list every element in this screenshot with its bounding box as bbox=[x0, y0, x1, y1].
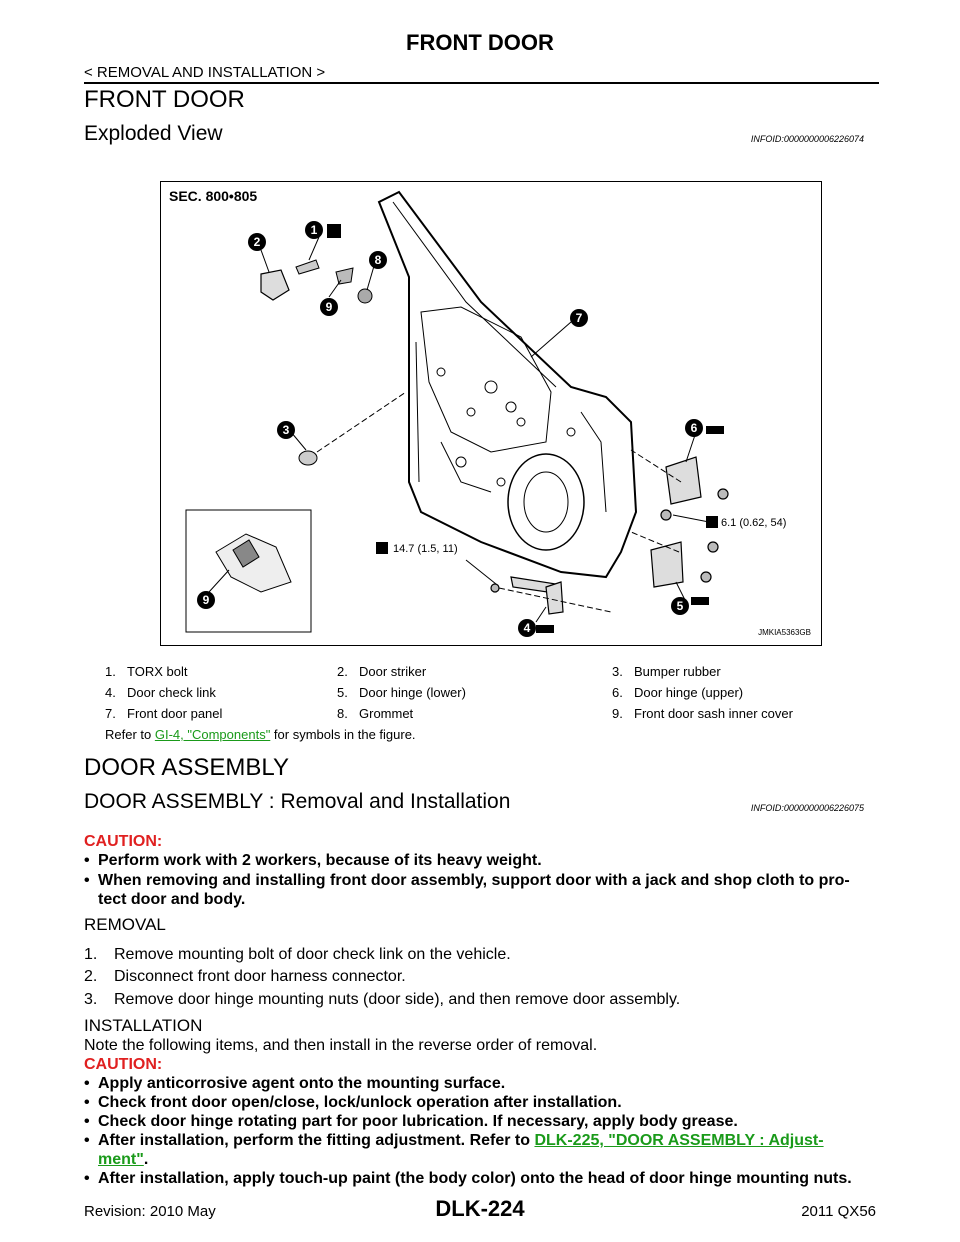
removal-heading: REMOVAL bbox=[84, 915, 166, 934]
svg-text:6: 6 bbox=[690, 421, 698, 435]
torque-icon bbox=[376, 542, 388, 554]
caution-item: • Check door hinge rotating part for poor lubrication. If necessary, apply body grease. bbox=[84, 1113, 738, 1130]
caution-item: • When removing and installing front door assembly, support door with a jack and shop cloth to pro- bbox=[84, 872, 850, 889]
legend-item: 5. Door hinge (lower) bbox=[337, 685, 466, 700]
removal-installation-heading: DOOR ASSEMBLY : Removal and Installation bbox=[84, 790, 511, 813]
svg-text:5: 5 bbox=[676, 599, 684, 613]
parts-legend bbox=[105, 664, 865, 742]
removal-step: 1. Remove mounting bolt of door check link on the vehicle. bbox=[84, 946, 511, 963]
info-id: INFOID:0000000006226075 bbox=[750, 803, 864, 813]
caution-item: • Perform work with 2 workers, because of its heavy weight. bbox=[84, 852, 542, 869]
page-title: FRONT DOOR bbox=[84, 86, 245, 113]
svg-text:9: 9 bbox=[202, 593, 210, 607]
leader-lines bbox=[317, 392, 681, 612]
torque-icon bbox=[706, 516, 718, 528]
svg-text:1: 1 bbox=[310, 223, 318, 237]
door-diagram bbox=[161, 182, 821, 645]
caution-item-continuation: ment". bbox=[98, 1151, 149, 1168]
components-link[interactable]: GI-4, "Components" bbox=[154, 727, 271, 742]
installation-note: Note the following items, and then install in the reverse order of removal. bbox=[84, 1037, 598, 1054]
legend-item: 9. Front door sash inner cover bbox=[612, 706, 793, 721]
check-link-drawing bbox=[491, 577, 563, 614]
no-reuse-icon bbox=[327, 224, 341, 238]
svg-text:3: 3 bbox=[282, 423, 290, 437]
adjustment-link[interactable]: DLK-225, "DOOR ASSEMBLY : Adjust- bbox=[534, 1132, 824, 1149]
torque-label-check-link: 14.7 (1.5, 11) bbox=[393, 543, 458, 555]
removal-step: 3. Remove door hinge mounting nuts (door side), and then remove door assembly. bbox=[84, 991, 681, 1008]
caution-item: • After installation, perform the fitting adjustment. Refer to DLK-225, "DOOR ASSEMBLY : Adjust- bbox=[84, 1132, 824, 1149]
door-assembly-heading: DOOR ASSEMBLY bbox=[84, 754, 289, 781]
removal-step: 2. Disconnect front door harness connector. bbox=[84, 968, 406, 985]
adjust-icon bbox=[691, 597, 709, 605]
caution-label: CAUTION: bbox=[84, 833, 163, 850]
legend-item: 1. TORX bolt bbox=[105, 664, 188, 679]
model-label: 2011 QX56 bbox=[801, 1203, 876, 1220]
caution-item-continuation: tect door and body. bbox=[98, 891, 246, 908]
caution-item: • After installation, apply touch-up paint (the body color) onto the head of door hinge mounting nuts. bbox=[84, 1170, 852, 1187]
caution-item: • Check front door open/close, lock/unlock operation after installation. bbox=[84, 1094, 622, 1111]
callout-leaders bbox=[261, 237, 709, 622]
upper-hinge-drawing bbox=[661, 457, 728, 520]
legend-item: 6. Door hinge (upper) bbox=[612, 685, 744, 700]
legend-item: 7. Front door panel bbox=[105, 706, 223, 721]
section-label: SEC. 800•805 bbox=[169, 188, 258, 204]
legend-item: 2. Door striker bbox=[337, 664, 427, 679]
figure-id: JMKIA5363GB bbox=[758, 628, 811, 637]
legend-row bbox=[105, 664, 865, 685]
running-header-title: FRONT DOOR bbox=[406, 30, 554, 55]
adjust-icon bbox=[536, 625, 554, 633]
svg-text:4: 4 bbox=[523, 621, 531, 635]
legend-row bbox=[105, 685, 865, 706]
inset-detail bbox=[186, 510, 311, 632]
refer-note: Refer to GI-4, "Components" for symbols in the figure. bbox=[105, 727, 416, 742]
revision-label: Revision: 2010 May bbox=[84, 1203, 216, 1220]
torque-label-upper-hinge: 6.1 (0.62, 54) bbox=[721, 517, 787, 529]
svg-text:7: 7 bbox=[575, 311, 583, 325]
adjust-icon bbox=[706, 426, 724, 434]
legend-row bbox=[105, 706, 865, 727]
torx-bolt-drawing bbox=[296, 260, 319, 274]
header-divider bbox=[84, 82, 879, 84]
lower-hinge-drawing bbox=[651, 542, 718, 587]
caution-item: • Apply anticorrosive agent onto the mounting surface. bbox=[84, 1075, 506, 1092]
legend-item: 4. Door check link bbox=[105, 685, 216, 700]
page-number: DLK-224 bbox=[435, 1196, 525, 1221]
front-door-panel-drawing bbox=[379, 192, 636, 577]
svg-text:2: 2 bbox=[253, 235, 261, 249]
exploded-view-heading: Exploded View bbox=[84, 122, 223, 145]
grommet-drawing bbox=[358, 289, 372, 303]
svg-text:9: 9 bbox=[325, 300, 333, 314]
caution-label: CAUTION: bbox=[84, 1056, 163, 1073]
bumper-rubber-drawing bbox=[299, 451, 317, 465]
breadcrumb: < REMOVAL AND INSTALLATION > bbox=[84, 64, 326, 81]
legend-item: 8. Grommet bbox=[337, 706, 414, 721]
legend-item: 3. Bumper rubber bbox=[612, 664, 721, 679]
exploded-view-figure bbox=[160, 181, 822, 646]
info-id: INFOID:0000000006226074 bbox=[750, 134, 864, 144]
sash-cover-drawing bbox=[336, 268, 353, 284]
adjustment-link-continuation[interactable]: ment" bbox=[98, 1151, 144, 1168]
svg-text:8: 8 bbox=[374, 253, 382, 267]
door-striker-drawing bbox=[261, 270, 289, 300]
installation-heading: INSTALLATION bbox=[84, 1016, 203, 1035]
